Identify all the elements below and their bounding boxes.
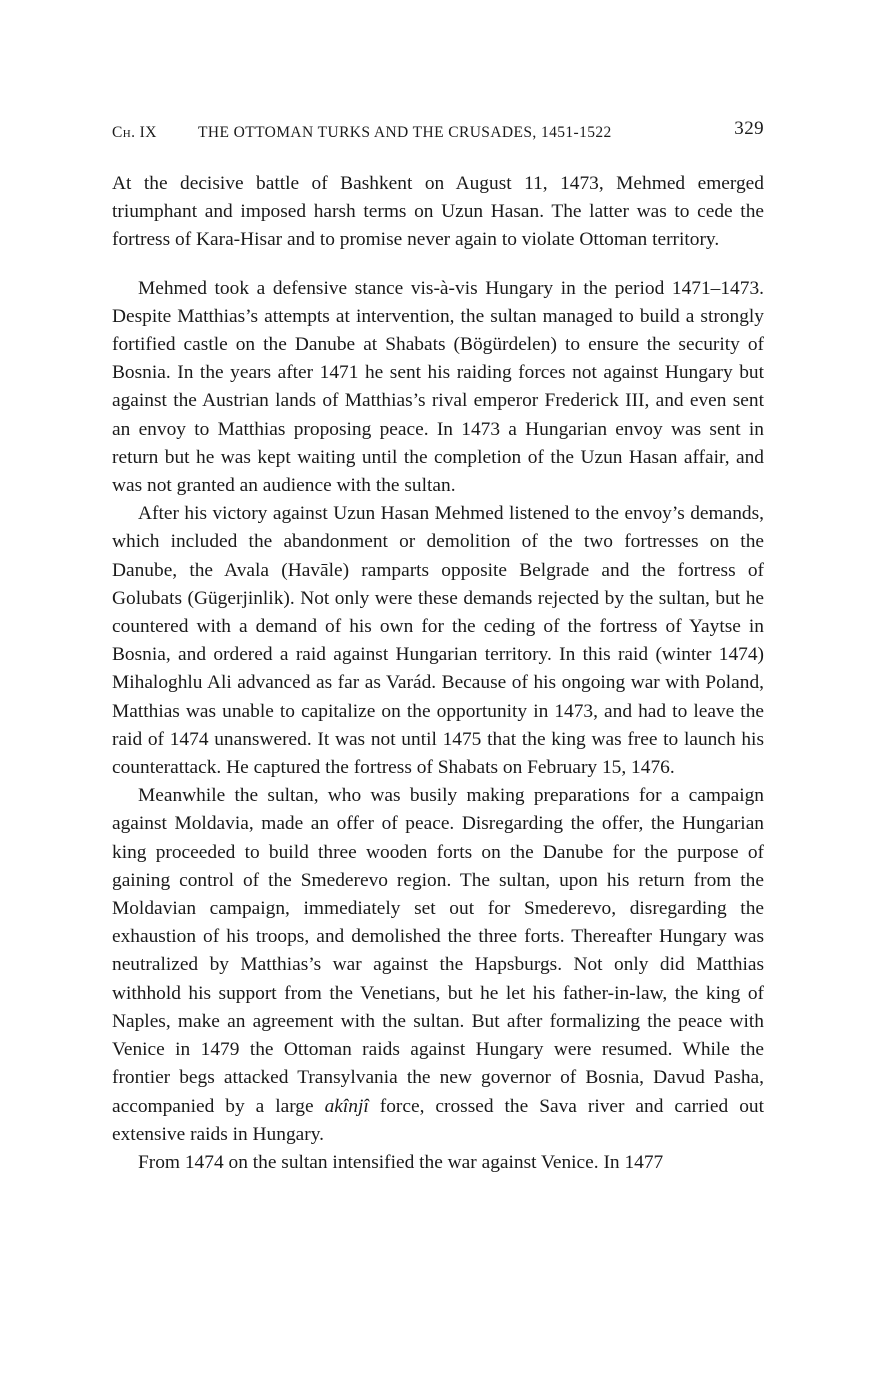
running-title: THE OTTOMAN TURKS AND THE CRUSADES, 1451-1522 [198,124,612,141]
book-page [112,116,764,1177]
paragraph-5: From 1474 on the sultan intensified the war against Venice. In 1477 [138,1151,664,1173]
body-text [112,170,764,1177]
paragraph-4 [112,782,764,1149]
chapter-label: Ch. IX [112,124,157,141]
paragraph-2: Mehmed took a defensive stance vis-à-vis Hungary in the period 1471–1473. Despite Matthias’s attempts at intervention, the sultan managed to build a strongly fortified castle on the Danube at Shabats (Bögürdelen) to ensure the security of Bosnia. In the years after 1471 he sent his raiding forces not against Hungary but against the Austrian lands of Matthias’s rival emperor Frederick III, and even sent an envoy to Matthias proposing peace. In 1473 a Hungarian envoy was sent in return but he was kept waiting until the completion of the Uzun Hasan affair, and was not granted an audience with the sultan. [112,277,764,497]
paragraph-1: At the decisive battle of Bashkent on August 11, 1473, Mehmed emerged triumphant and imposed harsh terms on Uzun Hasan. The latter was to cede the fortress of Kara-Hisar and to promise never again to violate Ottoman territory. [112,173,764,251]
akinji-term: akînjî [324,1095,369,1117]
paragraph-4-continued: force, crossed the Sava river and carried out extensive raids in Hungary. [112,1095,764,1145]
paragraph-3: After his victory against Uzun Hasan Mehmed listened to the envoy’s demands, which included the abandonment or demolition of the two fortresses on the Danube, the Avala (Havāle) ramparts opposite Belgrade and the fortress of Golubats (Gügerjinlik). Not only were these demands rejected by the sultan, but he countered with a demand of his own for the ceding of the fortress of Yaytse in Bosnia, and ordered a raid against Hungarian territory. In this raid (winter 1474) Mihaloghlu Ali advanced as far as Varád. Because of his ongoing war with Poland, Matthias was unable to capitalize on the opportunity in 1473, and had to leave the raid of 1474 unanswered. It was not until 1475 that the king was free to launch his counterattack. He captured the fortress of Shabats on February 15, 1476. [112,503,764,779]
page-number: 329 [734,118,764,139]
section-break [112,255,764,275]
running-head [112,116,764,150]
paragraph-4-text: Meanwhile the sultan, who was busily making preparations for a campaign against Moldavia, made an offer of peace. Disregarding the offer, the Hungarian king proceeded to build three wooden forts on the Danube for the purpose of gaining control of the Smederevo region. The sultan, upon his return from the Moldavian campaign, immediately set out for Smederevo, disregarding the exhaustion of his troops, and demolished the three forts. Thereafter Hungary was neutralized by Matthias’s war against the Hapsburgs. Not only did Matthias withhold his support from the Venetians, but he let his father-in-law, the king of Naples, make an agreement with the sultan. But after formalizing the peace with Venice in 1479 the Ottoman raids against Hungary were resumed. While the frontier begs attacked Transylvania the new governor of Bosnia, Davud Pasha, accompanied by a large [112,785,764,1117]
